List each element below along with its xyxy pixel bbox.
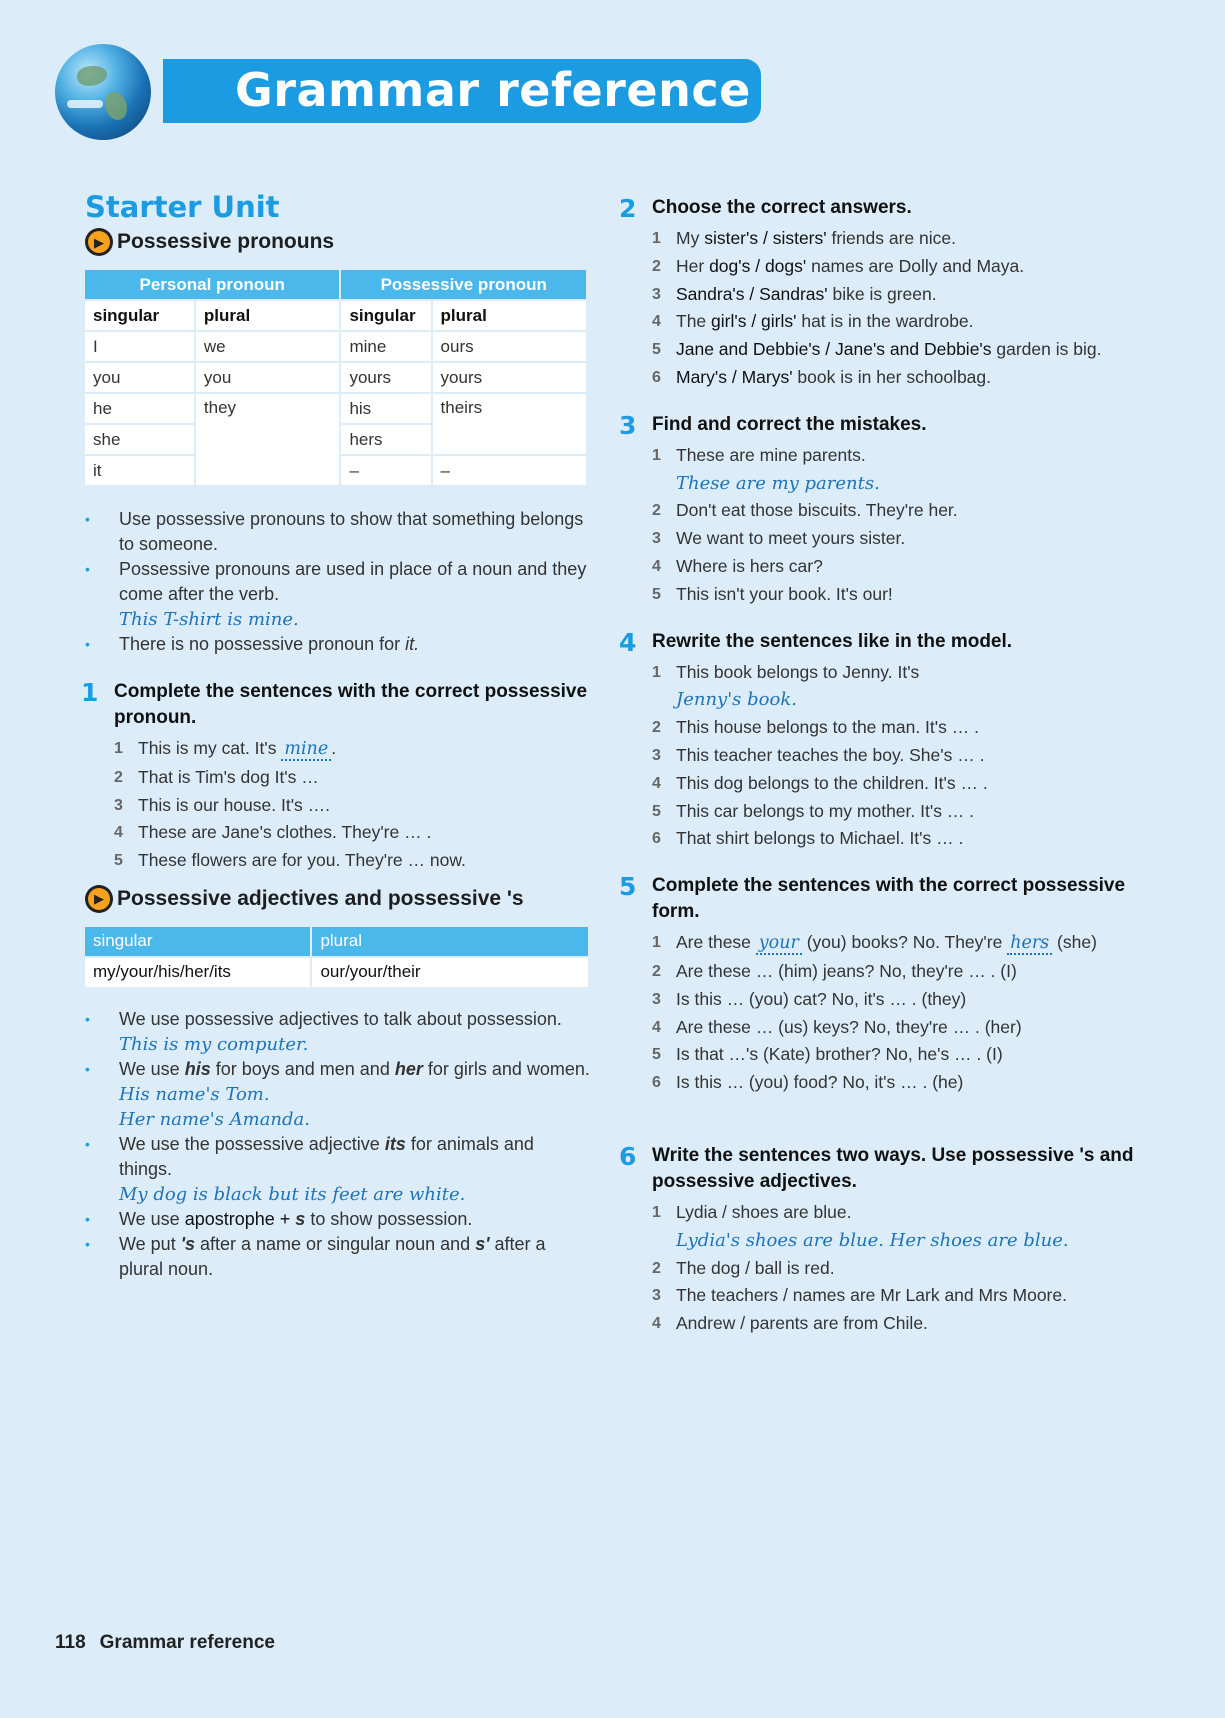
table-cell: our/your/their xyxy=(312,958,588,987)
item-number: 5 xyxy=(652,802,661,820)
exercise-title: Find and correct the mistakes. xyxy=(652,413,927,435)
list-item xyxy=(652,742,1163,770)
list-item xyxy=(652,825,1163,853)
item-number: 1 xyxy=(114,740,123,757)
table-cell: it xyxy=(85,456,194,485)
item-number: 3 xyxy=(652,285,661,303)
section-heading-text: Possessive pronouns xyxy=(117,230,335,253)
exercise-4 xyxy=(619,627,1163,854)
table-cell: theirs xyxy=(433,394,586,454)
item-text: This is our house. It's …. xyxy=(138,794,331,815)
table-row xyxy=(85,394,586,423)
item-text: This dog belongs to the children. It's … . xyxy=(676,772,988,793)
table-cell: you xyxy=(196,363,340,392)
item-text: This teacher teaches the boy. She's … . xyxy=(676,744,985,765)
list-item xyxy=(652,798,1163,826)
exercise-items xyxy=(114,735,590,875)
table-col-label: singular xyxy=(85,301,194,330)
adjective-notes xyxy=(85,1007,590,1282)
list-item xyxy=(652,958,1163,986)
table-cell: he xyxy=(85,394,194,423)
item-number: 4 xyxy=(652,313,661,331)
answer-choice[interactable]: girl's / girls' xyxy=(711,311,797,332)
table-col-label: plural xyxy=(196,301,340,330)
list-item xyxy=(652,1310,1163,1338)
table-cell: you xyxy=(85,363,194,392)
item-text: These are mine parents. xyxy=(676,444,866,465)
note-example: This is my computer. xyxy=(119,1033,309,1055)
note-text: for animals and things. xyxy=(119,1133,534,1179)
note-example: His name's Tom. xyxy=(119,1083,270,1105)
item-number: 2 xyxy=(652,719,661,737)
list-item xyxy=(652,442,1163,470)
note-item xyxy=(85,1207,590,1232)
possessive-pronouns-table xyxy=(83,268,588,487)
model-answer-row xyxy=(652,686,1163,714)
item-number: 6 xyxy=(652,830,661,848)
note-item xyxy=(85,557,590,632)
exercise-3 xyxy=(619,410,1163,609)
item-text: Lydia / shoes are blue. xyxy=(676,1201,852,1222)
item-text: This isn't your book. It's our! xyxy=(676,583,893,604)
exercise-2 xyxy=(619,194,1163,392)
item-number: 2 xyxy=(652,962,661,980)
item-number: 4 xyxy=(652,774,661,792)
exercise-title: Complete the sentences with the correct possessive pronoun. xyxy=(114,681,588,728)
item-number: 2 xyxy=(652,1259,661,1277)
audio-icon[interactable]: ▶ xyxy=(85,228,113,256)
item-number: 3 xyxy=(652,990,661,1008)
table-cell: – xyxy=(433,456,586,485)
note-item xyxy=(85,1007,590,1057)
exercise-items xyxy=(652,442,1163,609)
list-item xyxy=(652,1041,1163,1069)
exercise-number: 4 xyxy=(619,627,637,657)
note-emphasis: his xyxy=(184,1058,211,1079)
model-answer: Lydia's shoes are blue. Her shoes are blue. xyxy=(676,1229,1069,1251)
audio-icon[interactable]: ▶ xyxy=(85,885,113,913)
table-col-label: singular xyxy=(341,301,430,330)
item-number: 4 xyxy=(652,1315,661,1333)
item-text: hat is in the wardrobe. xyxy=(796,311,974,332)
page-header xyxy=(55,44,751,140)
page-number: 118 xyxy=(55,1632,86,1653)
item-number: 5 xyxy=(114,852,123,870)
item-text: This book belongs to Jenny. It's xyxy=(676,661,920,682)
note-item xyxy=(85,1057,590,1132)
note-item xyxy=(85,1132,590,1207)
list-item xyxy=(652,1255,1163,1283)
exercise-title: Choose the correct answers. xyxy=(652,197,912,218)
model-answer: Jenny's book. xyxy=(676,689,797,711)
item-number: 1 xyxy=(652,446,661,464)
exercise-title: Rewrite the sentences like in the model. xyxy=(652,630,1013,652)
list-item xyxy=(114,819,590,847)
table-cell: his xyxy=(341,394,430,423)
section-heading-possessive-adjectives xyxy=(85,885,590,913)
note-example: This T-shirt is mine. xyxy=(119,609,299,630)
item-text: Her xyxy=(676,255,710,276)
exercise-items xyxy=(652,659,1163,854)
list-item xyxy=(652,659,1163,687)
list-item xyxy=(652,1282,1163,1310)
item-text: These are Jane's clothes. They're … . xyxy=(138,822,432,843)
exercise-number: 2 xyxy=(619,194,637,223)
note-text: We use xyxy=(119,1058,185,1079)
exercise-number: 5 xyxy=(619,872,637,902)
table-header: plural xyxy=(312,927,588,956)
note-emphasis: s xyxy=(295,1208,306,1229)
list-item xyxy=(652,986,1163,1014)
item-text: Don't eat those biscuits. They're her. xyxy=(676,500,958,521)
list-item xyxy=(652,308,1163,336)
item-number: 5 xyxy=(652,1046,661,1064)
pronoun-notes xyxy=(85,507,590,657)
right-column xyxy=(619,194,1163,1338)
item-number: 1 xyxy=(652,663,661,681)
item-number: 1 xyxy=(652,934,661,952)
note-text: We use possessive adjectives to talk about possession. xyxy=(119,1008,562,1029)
item-text: Is this … (you) food? No, it's … . (he) xyxy=(676,1072,964,1093)
item-number: 4 xyxy=(652,557,661,575)
item-text: Is that …'s (Kate) brother? No, he's … . (I) xyxy=(676,1044,1003,1065)
model-answer: These are my parents. xyxy=(676,472,880,494)
list-item xyxy=(652,553,1163,581)
unit-title: Starter Unit xyxy=(85,190,280,224)
answer-field[interactable]: hers xyxy=(1007,933,1052,955)
list-item xyxy=(114,792,590,820)
list-item xyxy=(652,336,1163,364)
list-item xyxy=(652,281,1163,309)
item-number: 4 xyxy=(114,824,123,842)
exercise-title: Complete the sentences with the correct possessive form. xyxy=(652,875,1126,923)
item-text: garden is big. xyxy=(991,339,1102,360)
note-text: We use xyxy=(119,1208,185,1229)
list-item xyxy=(652,1199,1163,1227)
item-text: This is my cat. It's xyxy=(138,738,282,758)
table-row xyxy=(85,363,586,392)
list-item xyxy=(652,770,1163,798)
globe-icon xyxy=(55,44,151,140)
table-cell: yours xyxy=(433,363,586,392)
item-number: 6 xyxy=(652,1074,661,1092)
item-text: bike is green. xyxy=(827,283,937,304)
exercise-title: Write the sentences two ways. Use possessive 's and possessive adjectives. xyxy=(652,1144,1134,1192)
list-item xyxy=(652,929,1163,958)
list-item xyxy=(652,253,1163,281)
list-item xyxy=(652,714,1163,742)
possessive-adjectives-table xyxy=(83,925,590,989)
item-text: Is this … (you) cat? No, it's … . (they) xyxy=(676,988,967,1009)
note-text: after a name or singular noun and xyxy=(195,1233,476,1254)
footer-label: Grammar reference xyxy=(99,1632,275,1653)
answer-choice[interactable]: Sandra's / Sandras' xyxy=(676,283,828,304)
item-text: We want to meet yours sister. xyxy=(676,528,906,549)
list-item xyxy=(652,525,1163,553)
item-text: (you) books? No. They're xyxy=(801,932,1008,953)
list-item xyxy=(114,735,590,764)
note-item: • Use possessive pronouns to show that something belongs to someone. xyxy=(85,507,590,557)
list-item xyxy=(114,847,590,875)
table-row xyxy=(85,332,586,361)
left-column xyxy=(81,190,590,1282)
item-text: Where is hers car? xyxy=(676,555,823,576)
list-item xyxy=(114,764,590,792)
exercise-number: 1 xyxy=(81,678,99,707)
item-number: 3 xyxy=(114,796,123,814)
item-number: 6 xyxy=(652,368,661,386)
table-header-personal: Personal pronoun xyxy=(85,270,339,299)
item-text: That is Tim's dog It's … xyxy=(138,766,319,787)
answer-field[interactable]: your xyxy=(756,933,802,955)
item-text: This house belongs to the man. It's … . xyxy=(676,717,979,738)
item-text: Are these … (him) jeans? No, they're … . (I) xyxy=(676,960,1017,981)
item-text: Are these … (us) keys? No, they're … . (her) xyxy=(676,1016,1022,1037)
table-cell: hers xyxy=(341,425,430,454)
item-number: 3 xyxy=(652,1287,661,1305)
table-cell: they xyxy=(196,394,340,485)
answer-choice[interactable]: dog's / dogs' xyxy=(709,255,807,276)
item-number: 4 xyxy=(652,1018,661,1036)
exercise-items xyxy=(652,929,1163,1097)
page-title: Grammar reference xyxy=(235,63,751,117)
title-banner xyxy=(163,59,761,123)
item-text: This car belongs to my mother. It's … . xyxy=(676,800,975,821)
table-cell: my/your/his/her/its xyxy=(85,958,310,987)
item-number: 1 xyxy=(652,230,661,247)
exercise-number: 3 xyxy=(619,410,637,440)
item-text: friends are nice. xyxy=(826,228,956,248)
table-col-label: plural xyxy=(433,301,586,330)
note-emphasis: s' xyxy=(475,1233,490,1254)
table-cell: – xyxy=(341,456,430,485)
item-text: My xyxy=(676,228,705,248)
table-cell: I xyxy=(85,332,194,361)
item-text: . xyxy=(331,738,337,758)
note-text: for boys and men and xyxy=(210,1058,395,1079)
list-item xyxy=(652,364,1163,392)
item-text: The dog / ball is red. xyxy=(676,1257,835,1278)
list-item xyxy=(652,497,1163,525)
table-cell: ours xyxy=(433,332,586,361)
item-number: 2 xyxy=(652,257,661,275)
item-number: 1 xyxy=(652,1203,661,1221)
note-emphasis: her xyxy=(394,1058,423,1079)
model-answer-row xyxy=(652,470,1163,498)
note-item xyxy=(85,632,590,657)
answer-choice[interactable]: Jane and Debbie's / Jane's and Debbie's xyxy=(676,339,992,360)
table-header: singular xyxy=(85,927,310,956)
table-cell: we xyxy=(196,332,340,361)
answer-field[interactable]: mine xyxy=(281,739,331,761)
list-item xyxy=(652,581,1163,609)
note-text: after a plural noun. xyxy=(119,1233,546,1279)
item-text: book is in her schoolbag. xyxy=(792,366,992,387)
table-cell: she xyxy=(85,425,194,454)
section-heading-text: Possessive adjectives and possessive 's xyxy=(117,886,524,910)
item-text: These flowers are for you. They're … now. xyxy=(138,850,466,871)
exercise-6 xyxy=(619,1141,1163,1338)
item-text: The teachers / names are Mr Lark and Mrs Moore. xyxy=(676,1285,1067,1306)
table-header-possessive: Possessive pronoun xyxy=(341,270,586,299)
item-text: (she) xyxy=(1052,932,1097,953)
section-heading-possessive-pronouns xyxy=(85,228,590,256)
answer-choice[interactable]: sister's / sisters' xyxy=(704,228,827,248)
note-example: Her name's Amanda. xyxy=(119,1108,310,1130)
note-emphasis: its xyxy=(384,1133,406,1154)
note-item xyxy=(85,1232,590,1282)
note-text: We use the possessive adjective xyxy=(119,1133,385,1154)
table-cell: yours xyxy=(341,363,430,392)
note-example: My dog is black but its feet are white. xyxy=(119,1183,466,1205)
exercise-items xyxy=(652,225,1163,392)
note-text: to show possession. xyxy=(305,1208,473,1229)
item-text: names are Dolly and Maya. xyxy=(806,255,1025,276)
item-number: 5 xyxy=(652,585,661,603)
item-number: 3 xyxy=(652,746,661,764)
exercise-number: 6 xyxy=(619,1141,637,1171)
item-number: 2 xyxy=(652,502,661,520)
item-number: 5 xyxy=(652,341,661,359)
list-item xyxy=(652,1069,1163,1097)
table-cell: mine xyxy=(341,332,430,361)
item-number: 3 xyxy=(652,530,661,548)
exercise-1 xyxy=(81,678,590,875)
note-emphasis: apostrophe + xyxy=(184,1208,296,1229)
note-emphasis: 's xyxy=(180,1233,195,1254)
note-text: for girls and women. xyxy=(422,1058,590,1079)
note-text: We put xyxy=(119,1233,181,1254)
note-text: Possessive pronouns are used in place of a noun and they come after the verb. xyxy=(119,559,587,604)
note-text: There is no possessive pronoun for xyxy=(119,634,406,654)
item-text: That shirt belongs to Michael. It's … . xyxy=(676,828,964,849)
item-text: Andrew / parents are from Chile. xyxy=(676,1313,928,1334)
exercise-5 xyxy=(619,872,1163,1097)
answer-choice[interactable]: Mary's / Marys' xyxy=(676,366,793,387)
exercise-items xyxy=(652,1199,1163,1338)
table-row xyxy=(85,958,588,987)
model-answer-row xyxy=(652,1227,1163,1255)
note-italic: it. xyxy=(405,634,420,654)
item-text: Are these xyxy=(676,932,756,953)
item-text: The xyxy=(676,311,712,332)
item-number: 2 xyxy=(114,768,123,786)
page-footer xyxy=(55,1632,275,1654)
list-item xyxy=(652,225,1163,253)
list-item xyxy=(652,1014,1163,1042)
